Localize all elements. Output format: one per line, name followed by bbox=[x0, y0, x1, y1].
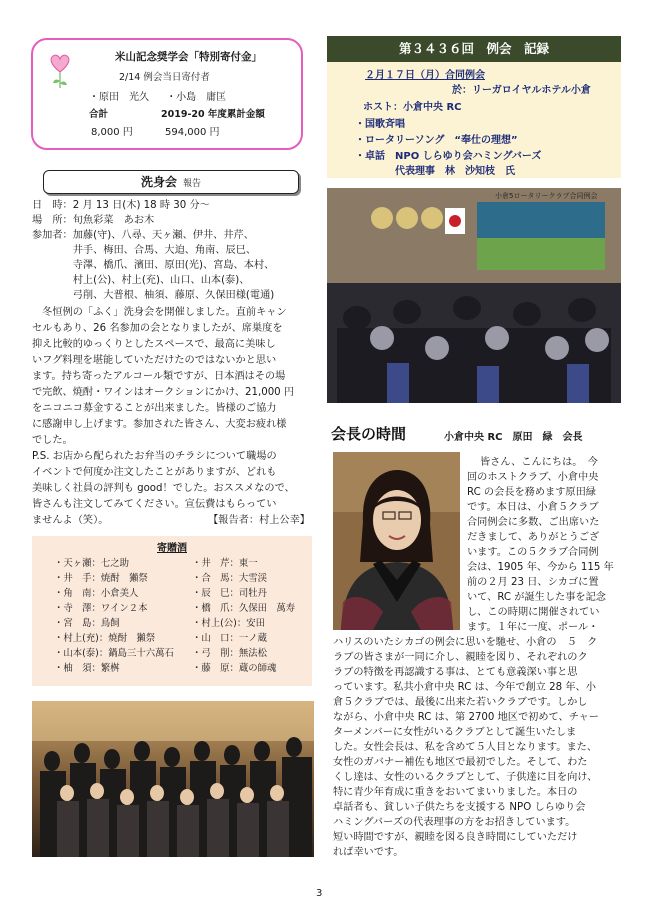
sake-item: ・村上(充)：焼酎 獺祭 bbox=[54, 633, 156, 644]
president-line: 女性のガバナー補佐も地区で最初でした。そして、わた bbox=[333, 757, 588, 768]
report-line: 参加者：加藤(守)、八尋、天ヶ瀬、伊井、井芹、 bbox=[32, 230, 254, 241]
sake-item: ・村上(公)：安田 bbox=[192, 618, 265, 629]
report-line: イベントで何度か注文したことがありますが、どれも bbox=[32, 467, 277, 478]
report-line: 井手、梅田、合馬、大迫、角南、辰巳、 bbox=[32, 245, 257, 256]
report-line: 場 所：旬魚彩菜 あお木 bbox=[32, 215, 155, 226]
sake-item: ・寺 澤：ワイン２本 bbox=[54, 603, 148, 614]
meeting-photo bbox=[327, 188, 621, 403]
cumulative-amount: 594,000 円 bbox=[165, 127, 220, 138]
president-line: 皆さん、こんにちは。 今 bbox=[480, 457, 598, 468]
report-line: 抑え比較的ゆっくりとしたスペースで、最高に美味し bbox=[32, 339, 276, 350]
president-line: ラブの皆さまが一同に介し、親睦を図り、それぞれのク bbox=[333, 652, 588, 663]
report-line: 皆さんも注文してみてください。宣伝費はもらってい bbox=[32, 499, 277, 510]
report-line: セルもあり、26 名参加の会となりましたが、席巣度を bbox=[32, 323, 283, 334]
president-line: し、この時期に開催されてい bbox=[467, 607, 600, 618]
record-item: 代表理事 林 沙知枝 氏 bbox=[355, 166, 515, 177]
total-amount: 8,000 円 bbox=[91, 127, 133, 138]
sake-item: ・角 南：小倉美人 bbox=[54, 588, 139, 599]
sake-item: ・合 馬：大雪渓 bbox=[192, 573, 268, 584]
president-line: 短い時間ですが、親睦を図る良き時間にしていただけ bbox=[333, 832, 578, 843]
report-line: 寺澤、橋爪、濱田、原田(光)、宮島、本村、 bbox=[32, 260, 275, 271]
sake-title: 寄贈酒 bbox=[157, 543, 187, 554]
president-line: れば幸いです。 bbox=[333, 847, 404, 858]
sake-item: ・井 手：焼酎 獺祭 bbox=[54, 573, 148, 584]
report-line: ませんよ（笑）。 bbox=[32, 515, 109, 526]
president-line: ます。１年に一度、ポール・ bbox=[467, 622, 599, 633]
report-line: 冬恒例の「ふく」洗身会を開催しました。直前キャン bbox=[32, 307, 287, 318]
president-line: いて、RC が誕生した事を記念 bbox=[467, 592, 606, 603]
president-title: 会長の時間 bbox=[331, 425, 407, 443]
president-line: ハリスのいたシカゴの例会に思いを馳せ、小倉の ５ ク bbox=[333, 637, 598, 648]
report-line: 弓削、大普根、柚須、藤原、久保田様(電通) bbox=[32, 290, 275, 301]
donation-subtitle: 2/14 例会当日寄付者 bbox=[119, 72, 210, 83]
president-line: 合同例会に多数、ご出席いた bbox=[467, 517, 600, 528]
report-line: で完飲、焼酎・ワインはオークションにかけ、21,000 円 bbox=[32, 387, 295, 398]
sake-item: ・井 芹：東一 bbox=[192, 558, 258, 569]
president-line: 前の２月 23 日、シカゴに置 bbox=[467, 577, 599, 588]
senshin-subtitle: 報告 bbox=[183, 179, 202, 189]
report-line: でした。 bbox=[32, 435, 73, 446]
president-line: ながら、小倉中央 RC は、第 2700 地区で初めて、チャー bbox=[333, 712, 599, 723]
president-portrait bbox=[333, 452, 460, 630]
donor-1: ・原田 光久 bbox=[89, 92, 149, 103]
sake-list bbox=[32, 536, 312, 686]
group-photo bbox=[32, 701, 314, 857]
president-subtitle: 小倉中央 RC 原田 緑 会長 bbox=[444, 432, 583, 443]
president-line: RC の会長を務めます原田緑 bbox=[467, 487, 596, 498]
president-line: くし達は、女性のいるクラブとして、子供達に目を向け、 bbox=[333, 772, 598, 783]
sake-item: ・山本(泰)：鍋島三十六萬石 bbox=[54, 648, 174, 659]
record-box bbox=[327, 62, 621, 178]
senshin-heading bbox=[43, 170, 299, 194]
sake-item: ・藤 原：蔵の師魂 bbox=[192, 663, 277, 674]
total-label: 合計 bbox=[89, 109, 109, 120]
sake-item: ・天ヶ瀬：七之助 bbox=[54, 558, 130, 569]
record-date: ２月１７日（月）合同例会 bbox=[365, 70, 485, 81]
record-host: ホスト：小倉中央 RC bbox=[363, 102, 462, 113]
sake-item: ・橋 爪：久保田 萬寿 bbox=[192, 603, 296, 614]
report-line: をニコニコ募金することが出来ました。皆様のご協力 bbox=[32, 403, 277, 414]
report-line: に感謝申し上げます。参加された皆さん、大変お疲れ様 bbox=[32, 419, 287, 430]
president-line: ターメンバーに女性がいるクラブとして誕生いたしま bbox=[333, 727, 577, 738]
donor-names bbox=[89, 91, 226, 104]
sake-item: ・辰 巳：司牡丹 bbox=[192, 588, 268, 599]
cumulative-label: 2019-20 年度累計金額 bbox=[161, 109, 265, 120]
sake-item: ・柚 須：繁桝 bbox=[54, 663, 120, 674]
sake-item: ・弓 削：無法松 bbox=[192, 648, 268, 659]
president-line: 倉５クラブでは、最後に出来た若いクラブです。しかし bbox=[333, 697, 588, 708]
page-number: 3 bbox=[316, 888, 323, 899]
president-line: 特に青少年育成に重きをおいてまいりました。本日の bbox=[333, 787, 578, 798]
heart-icon bbox=[47, 50, 73, 90]
donor-2: ・小島 庸匡 bbox=[166, 92, 227, 103]
president-line: だきまして、ありがとうござ bbox=[467, 532, 600, 543]
sake-item: ・山 口：一ノ蔵 bbox=[192, 633, 268, 644]
record-header: 第３４３６回 例会 記録 bbox=[327, 36, 621, 62]
record-item: ・卓話 NPO しらゆり会ハミングバーズ bbox=[355, 151, 542, 162]
record-item: ・国歌斉唱 bbox=[355, 119, 405, 130]
president-line: です。本日は、小倉５クラブ bbox=[467, 502, 599, 513]
sake-item: ・宮 島：鳥飼 bbox=[54, 618, 120, 629]
report-line: いフグ料理を堪能していただけたのではないかと思い bbox=[32, 355, 277, 366]
report-line: ます。持ち寄ったアルコール類ですが、日本酒はその場 bbox=[32, 371, 286, 382]
president-line: 回のホストクラブ、小倉中央 bbox=[467, 472, 599, 483]
president-line: ハミングバーズの代表理事の方をお招きしています。 bbox=[333, 817, 576, 828]
meeting-photo-scene bbox=[327, 188, 621, 403]
president-line: 卓話者も、貧しい子供たちを支援する NPO しらゆり会 bbox=[333, 802, 586, 813]
president-line: ラブの特徴を再認識する事は、とても意義深い事と思 bbox=[333, 667, 578, 678]
donation-title: 米山記念奨学会「特別寄付金」 bbox=[115, 51, 262, 63]
report-line: 日 時：2 月 13 日(木) 18 時 30 分～ bbox=[32, 200, 210, 211]
president-line: っています。私共小倉中央 RC は、今年で創立 28 年、小 bbox=[333, 682, 596, 693]
reporter: 【報告者：村上公幸】 bbox=[208, 515, 310, 526]
record-item: ・ロータリーソング “奉仕の理想” bbox=[355, 135, 518, 146]
senshin-title: 洗身会 bbox=[140, 175, 177, 189]
donation-box bbox=[31, 38, 303, 150]
record-venue: 於：リーガロイヤルホテル小倉 bbox=[452, 85, 591, 96]
president-line: います。この５クラブ合同例 bbox=[467, 547, 599, 558]
report-line: 村上(公)、村上(充)、山口、山本(泰)、 bbox=[32, 275, 250, 286]
report-line: 美味しく社員の評判も good！でした。おススメなので、 bbox=[32, 483, 295, 494]
report-line: P.S. お店から配られたお弁当のチラシについて職場の bbox=[32, 451, 277, 462]
president-line: した。女性会長は、私を含めて５人目となります。また、 bbox=[333, 742, 598, 753]
president-line: 会は、1905 年、今から 115 年 bbox=[467, 562, 614, 573]
banner-text: 小倉5ロータリークラブ合同例会 bbox=[495, 192, 598, 200]
